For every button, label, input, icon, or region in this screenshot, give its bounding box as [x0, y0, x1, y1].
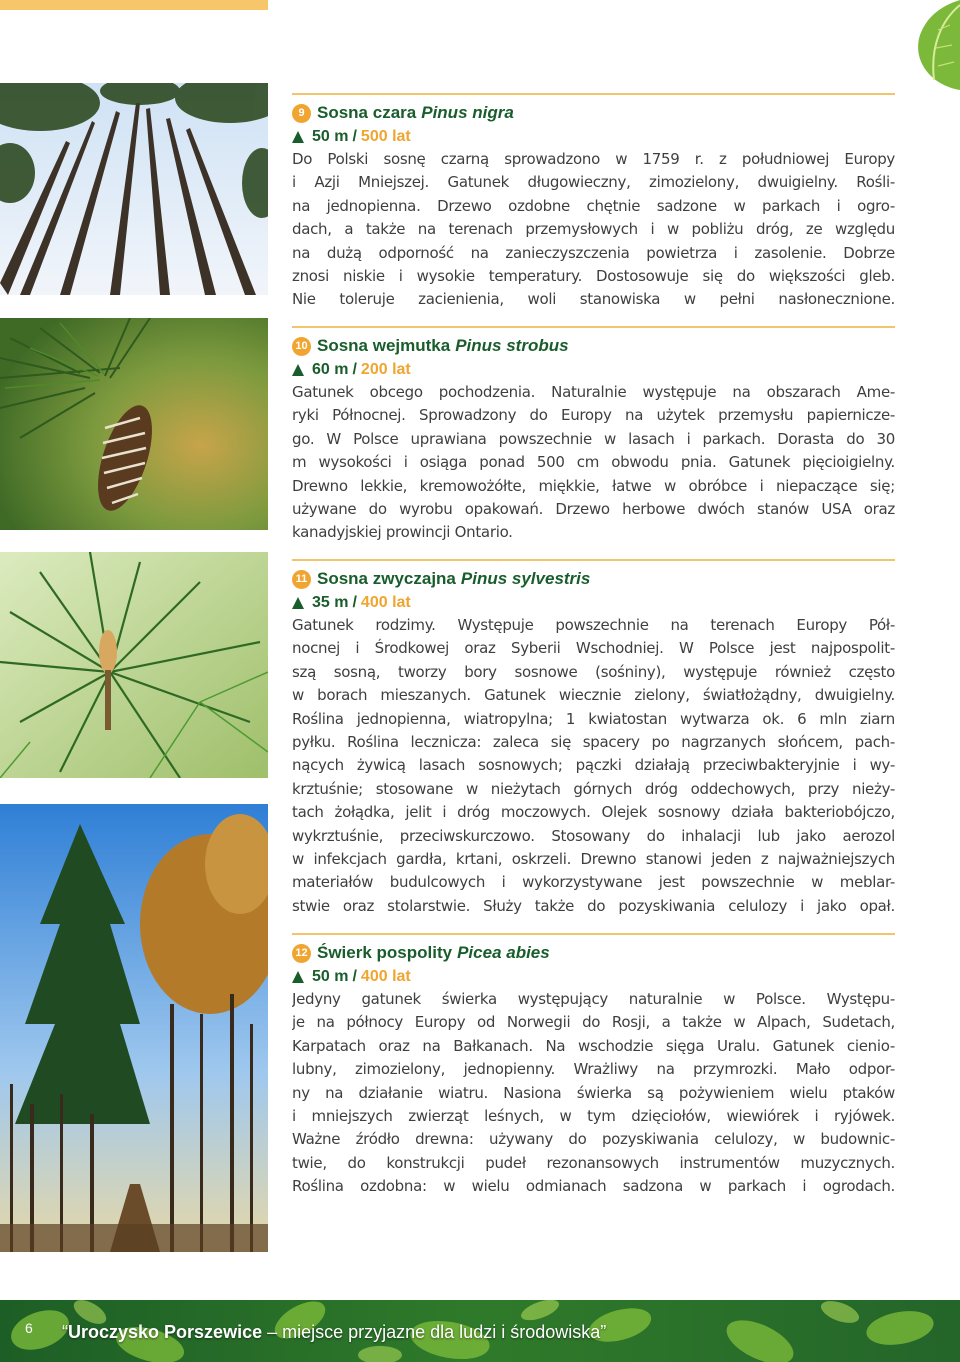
stats-separator: / [352, 360, 357, 378]
text-line: wykrztuśnie, przeciwskurczowo. Stosowany do inhalacji lub jako aerozol [292, 826, 895, 845]
footer-slogan [62, 1322, 606, 1343]
entry-sosna-czarna [292, 101, 895, 312]
text-line: używane do wyrobu opakowań. Drzewo herbowe dwóch stanów USA oraz [292, 499, 895, 518]
text-line: w borach mieszanych. Gatunek wiecznie zielony, światłożądny, dwuigielny. [292, 686, 895, 705]
text-line: go. W Polsce uprawiana powszechnie w lasach i parkach. Dorasta do 30 [292, 429, 895, 448]
entry-sosna-wejmutka [292, 334, 895, 545]
species-name-latin: Pinus nigra [421, 103, 514, 122]
entry-swierk-pospolity [292, 941, 895, 1199]
entry-number-badge: 9 [292, 104, 311, 123]
species-name-latin: Pinus strobus [455, 336, 569, 355]
text-line: stwie oraz stolarstwie. Służy także do pozyskiwania celulozy i jako opał. [292, 896, 895, 915]
text-line: Karpatach oraz na Bałkanach. Na wschodzie sięga Uralu. Gatunek cienio- [292, 1036, 895, 1055]
entry-title [292, 334, 895, 358]
stats-separator: / [352, 593, 357, 611]
entry-title [292, 567, 895, 591]
page-number: 6 [25, 1320, 33, 1336]
photo-pinus-sylvestris-needles [0, 552, 268, 778]
text-line: krztuśnie; stosowane w nieżytach górnych dróg oddechowych, przy nieży- [292, 779, 895, 798]
entry-stats [292, 965, 895, 988]
tree-height: 35 m [312, 593, 349, 611]
text-line: nocnej i Środkowej oraz Syberii Wschodniej. W Polsce jest najpospolit- [292, 639, 895, 658]
slogan-quote-open: “ [62, 1322, 68, 1342]
entry-number-badge: 12 [292, 944, 311, 963]
slogan-brand: Uroczysko Porszewice [68, 1322, 263, 1342]
text-line: pyłku. Roślina lecznicza: zaleca się spacery po nagrzanych słońcem, pach- [292, 732, 895, 751]
text-line: Do Polski sosnę czarną sprowadzono w 1759 r. z południowej Europy [292, 150, 895, 168]
stats-separator: / [352, 127, 357, 145]
tree-height-icon [292, 971, 304, 983]
entry-title [292, 941, 895, 965]
entry-sosna-zwyczajna [292, 567, 895, 918]
tree-age: 200 lat [360, 360, 411, 378]
text-line: na jednopienna. Drzewo ozdobne chętnie sadzone w parkach i ogro- [292, 196, 895, 215]
text-line: twie, do konstrukcji pudeł rezonansowych instrumentów muzycznych. [292, 1153, 895, 1172]
text-line: tach żołądka, jelit i dróg moczowych. Olejek sosnowy działa bakteriobójczo, [292, 803, 895, 822]
entry-description [292, 988, 895, 1199]
tree-age: 400 lat [360, 967, 411, 985]
text-line: dach, a także na terenach przemysłowych i w pobliżu dróg, ze względu [292, 220, 895, 239]
text-line: i Azji Mniejszej. Gatunek długowieczny, zimozielony, dwuigielny. Rośli- [292, 173, 895, 192]
tree-age: 400 lat [360, 593, 411, 611]
text-line: Jedyny gatunek świerka występujący naturalnie w Polsce. Występu- [292, 990, 895, 1008]
text-line: w infekcjach gardła, krtani, oskrzeli. Drewno stanowi jeden z najważniejszych [292, 849, 895, 868]
text-line: ryki Północnej. Sprowadzony do Europy na użytek przemysłu papiernicze- [292, 406, 895, 425]
tree-height-icon [292, 364, 304, 376]
text-line: Gatunek obcego pochodzenia. Naturalnie występuje na obszarach Ame- [292, 383, 895, 401]
text-line: Drewno lekkie, kremowożółte, miękkie, łatwe w obróbce i niepaczące się; [292, 476, 895, 495]
entry-stats [292, 591, 895, 614]
text-line: Gatunek rodzimy. Występuje powszechnie na terenach Europy Pół- [292, 616, 895, 634]
text-line: Ważne źródło drewna: używany do pozyskiwania celulozy, w budownic- [292, 1130, 895, 1149]
species-name-polish: Sosna zwyczajna [317, 569, 456, 588]
species-name-polish: Sosna wejmutka [317, 336, 451, 355]
entry-title [292, 101, 895, 125]
entry-description [292, 381, 895, 545]
tree-height: 50 m [312, 967, 349, 985]
photo-picea-abies-forest-path [0, 804, 268, 1252]
leaf-decoration-icon [890, 0, 960, 90]
text-line: m wysokości i osiąga ponad 500 cm obwodu pnia. Gatunek pięcioigielny. [292, 453, 895, 472]
text-line: kanadyjskiej prowincji Ontario. [292, 523, 513, 542]
species-name-latin: Pinus sylvestris [460, 569, 591, 588]
text-line: i mniejszych zwierząt leśnych, w tym dzięciołów, wiewiórek i ryjówek. [292, 1106, 895, 1125]
entry-description [292, 148, 895, 312]
entry-description [292, 614, 895, 918]
species-name-latin: Picea abies [457, 943, 550, 962]
entry-number-badge: 10 [292, 337, 311, 356]
text-line: Roślina ozdobna: w wielu odmianach sadzona w parkach i ogrodach. [292, 1177, 895, 1196]
tree-height: 50 m [312, 127, 349, 145]
text-line: ny na działanie wiatru. Nasiona świerka są pożywieniem wielu ptaków [292, 1083, 895, 1102]
entry-stats [292, 125, 895, 148]
text-line: je na północy Europy od Norwegii do Rosji, a także w Alpach, Sudetach, [292, 1013, 895, 1032]
tree-age: 500 lat [360, 127, 411, 145]
species-name-polish: Świerk pospolity [317, 943, 453, 962]
text-line: materiałów budulcowych i wykorzystywane jest powszechnie w meblar- [292, 873, 895, 892]
page-footer [0, 1300, 960, 1362]
slogan-text: – miejsce przyjazne dla ludzi i środowiska” [262, 1322, 607, 1342]
tree-height: 60 m [312, 360, 349, 378]
tree-height-icon [292, 597, 304, 609]
photo-pinus-nigra-forest [0, 83, 268, 295]
stats-separator: / [352, 967, 357, 985]
tree-height-icon [292, 131, 304, 143]
text-line: znosi niskie i wysokie temperatury. Dostosowuje się do większości gleb. [292, 266, 895, 285]
entry-number-badge: 11 [292, 570, 311, 589]
text-line: szą sosną, tworzy bory sosnowe (sośniny), występuje również często [292, 662, 895, 681]
entry-stats [292, 358, 895, 381]
photo-pinus-strobus-cone [0, 318, 268, 530]
text-line: lubny, zimozielony, jednopienny. Wrażliwy na przymrozki. Mało odpor- [292, 1060, 895, 1079]
top-accent-bar [0, 0, 268, 10]
text-line: nących żywicą lasach sosnowych; pączki działają przeciwbakteryjnie i wy- [292, 756, 895, 775]
text-line: Nie toleruje zacienienia, woli stanowiska w pełni nasłonecznione. [292, 290, 895, 309]
species-name-polish: Sosna czara [317, 103, 417, 122]
text-line: Roślina jednopienna, wiatropylna; 1 kwiatostan wytwarza ok. 6 mln ziarn [292, 709, 895, 728]
text-line: na dużą odporność na zanieczyszczenia powietrza i zasolenie. Dobrze [292, 243, 895, 262]
